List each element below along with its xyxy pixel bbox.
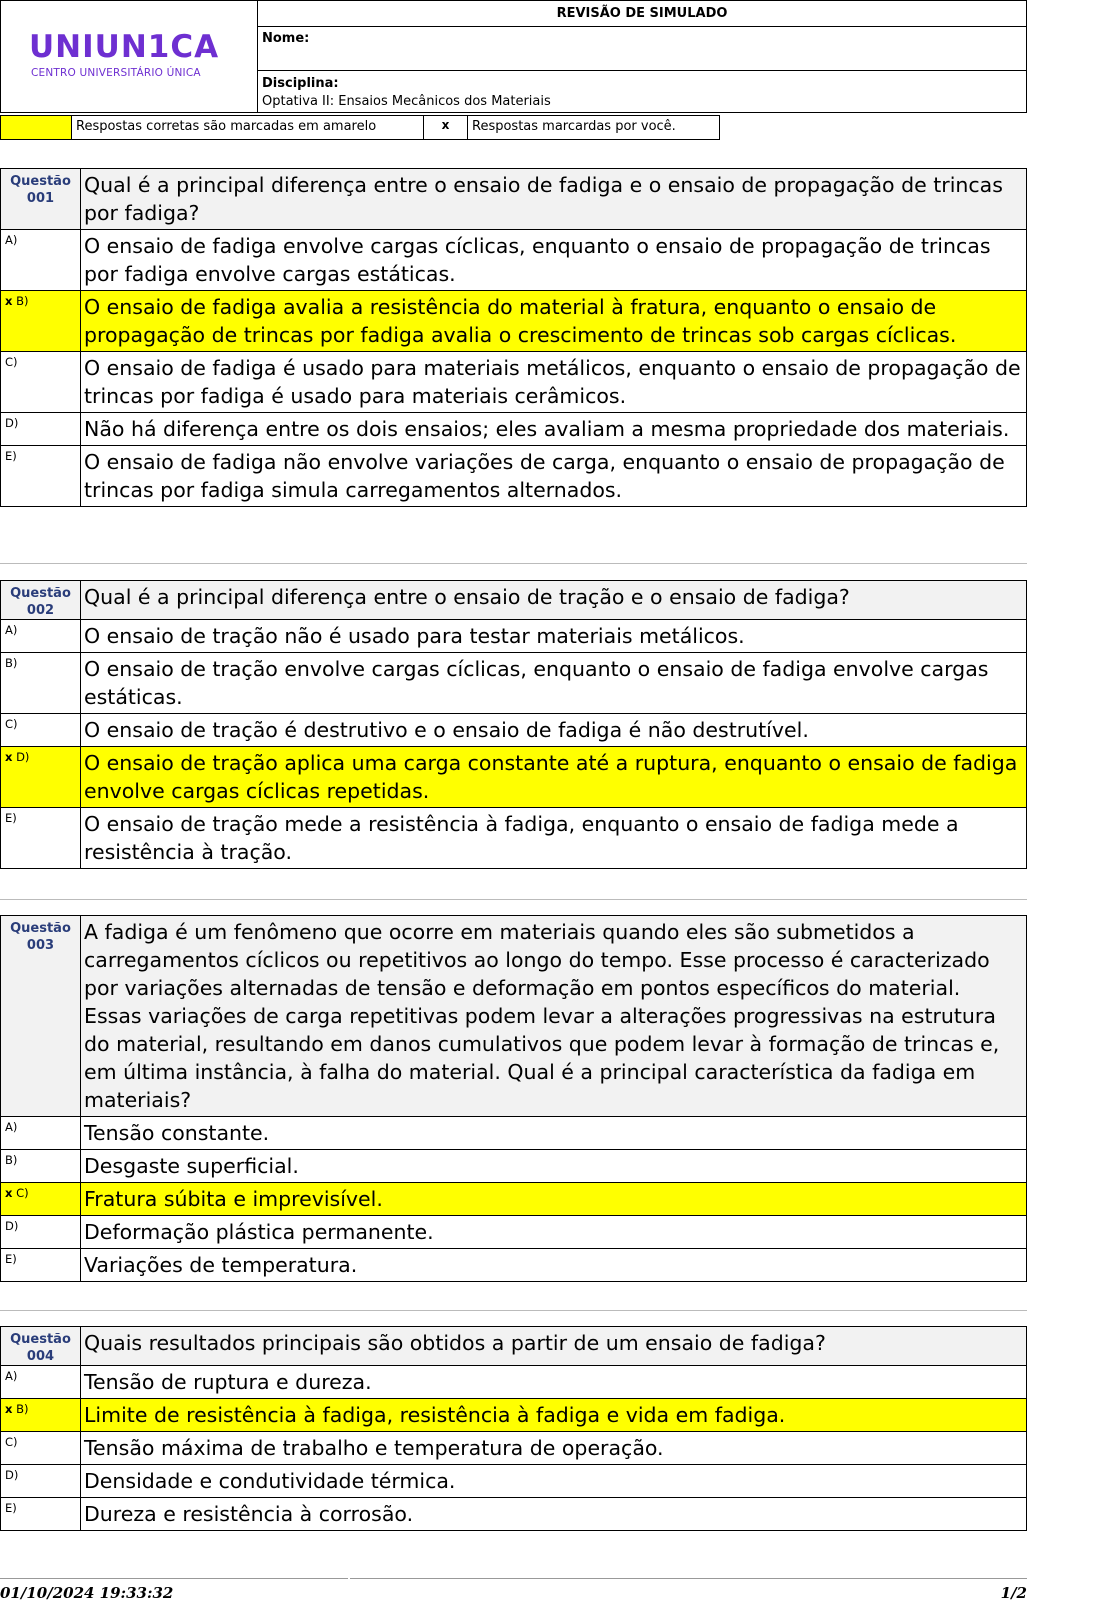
marked-indicator: x: [5, 294, 13, 308]
option-text: O ensaio de tração aplica uma carga constante até a ruptura, enquanto o ensaio de fadiga envolve cargas cíclicas repetidas.: [81, 747, 1027, 808]
option-letter: E): [5, 449, 17, 463]
option-c[interactable]: [1, 352, 1027, 413]
question-separator: [0, 899, 1027, 900]
question-text: Qual é a principal diferença entre o ensaio de fadiga e o ensaio de propagação de trincas por fadiga?: [81, 169, 1027, 230]
question-text: A fadiga é um fenômeno que ocorre em materiais quando eles são submetidos a carregamentos cíclicos ou repetitivos ao longo do tempo. Esse processo é caracterizado por variações alternadas de tensão e deformação em pontos específicos do material. Essas variações de carga repetitivas podem levar a alterações progressivas na estrutura do material, resultando em danos cumulativos que podem levar à formação de trincas e, em última instância, à falha do material. Qual é a principal característica da fadiga em materiais?: [81, 916, 1027, 1117]
option-b[interactable]: [1, 653, 1027, 714]
option-letter: B): [5, 1153, 18, 1167]
option-letter: B): [16, 294, 29, 308]
question-text: Quais resultados principais são obtidos a partir de um ensaio de fadiga?: [81, 1327, 1027, 1366]
option-letter: D): [5, 1468, 19, 1482]
option-text: Tensão de ruptura e dureza.: [81, 1366, 1027, 1399]
option-e[interactable]: [1, 1249, 1027, 1282]
disciplina-value: Optativa II: Ensaios Mecânicos dos Materiais: [262, 94, 551, 109]
option-letter: D): [5, 1219, 19, 1233]
question-number: Questão 002: [1, 581, 81, 620]
question-004: [0, 1326, 1027, 1531]
option-text: Variações de temperatura.: [81, 1249, 1027, 1282]
marked-indicator: x: [5, 1186, 13, 1200]
option-letter: E): [5, 811, 17, 825]
option-a[interactable]: [1, 230, 1027, 291]
option-letter: C): [5, 355, 18, 369]
question-003: [0, 915, 1027, 1282]
option-text: Limite de resistência à fadiga, resistência à fadiga e vida em fadiga.: [81, 1399, 1027, 1432]
question-header: [1, 1327, 1027, 1366]
question-separator: [0, 1310, 1027, 1311]
option-letter: A): [5, 1369, 18, 1383]
option-letter: A): [5, 623, 18, 637]
marked-indicator: x: [5, 750, 13, 764]
option-text: Tensão máxima de trabalho e temperatura de operação.: [81, 1432, 1027, 1465]
option-text: O ensaio de fadiga avalia a resistência do material à fratura, enquanto o ensaio de propagação de trincas por fadiga avalia o crescimento de trincas sob cargas cíclicas.: [81, 291, 1027, 352]
option-text: O ensaio de fadiga não envolve variações de carga, enquanto o ensaio de propagação de trincas por fadiga simula carregamentos alternados.: [81, 446, 1027, 507]
question-number: Questão 004: [1, 1327, 81, 1366]
question-header: [1, 916, 1027, 1117]
option-letter: E): [5, 1501, 17, 1515]
option-letter: B): [5, 656, 18, 670]
option-d[interactable]: [1, 1465, 1027, 1498]
legend-marked-text: Respostas marcardas por você.: [468, 115, 720, 140]
disciplina-label: Disciplina:: [262, 76, 339, 91]
logo-wordmark: UNIUN1CA: [29, 29, 220, 65]
option-d[interactable]: [1, 747, 1027, 808]
option-a[interactable]: [1, 1117, 1027, 1150]
page-title: REVISÃO DE SIMULADO: [258, 1, 1026, 27]
option-e[interactable]: [1, 808, 1027, 869]
nome-label: Nome:: [262, 31, 310, 46]
option-letter: A): [5, 1120, 18, 1134]
question-number: Questão 003: [1, 916, 81, 1117]
logo: [1, 1, 258, 112]
page-number: 1/2: [1000, 1584, 1027, 1602]
option-text: O ensaio de tração envolve cargas cíclicas, enquanto o ensaio de fadiga envolve cargas estáticas.: [81, 653, 1027, 714]
option-b[interactable]: [1, 291, 1027, 352]
option-c[interactable]: [1, 1432, 1027, 1465]
footer-rule: [0, 1578, 348, 1579]
option-letter: B): [16, 1402, 29, 1416]
option-letter: C): [16, 1186, 29, 1200]
option-text: Deformação plástica permanente.: [81, 1216, 1027, 1249]
option-d[interactable]: [1, 1216, 1027, 1249]
option-letter: C): [5, 1435, 18, 1449]
option-text: O ensaio de tração é destrutivo e o ensaio de fadiga é não destrutível.: [81, 714, 1027, 747]
document-header: [0, 0, 1027, 113]
option-text: O ensaio de tração não é usado para testar materiais metálicos.: [81, 620, 1027, 653]
nome-field: [258, 27, 1026, 71]
option-letter: D): [16, 750, 30, 764]
option-c[interactable]: [1, 1183, 1027, 1216]
marked-indicator: x: [5, 1402, 13, 1416]
question-header: [1, 581, 1027, 620]
question-header: [1, 169, 1027, 230]
option-text: Fratura súbita e imprevisível.: [81, 1183, 1027, 1216]
legend-marker: x: [424, 115, 468, 140]
option-e[interactable]: [1, 446, 1027, 507]
question-number: Questão 001: [1, 169, 81, 230]
option-text: Tensão constante.: [81, 1117, 1027, 1150]
option-text: Não há diferença entre os dois ensaios; eles avaliam a mesma propriedade dos materiais.: [81, 413, 1027, 446]
option-b[interactable]: [1, 1399, 1027, 1432]
option-text: O ensaio de fadiga envolve cargas cíclicas, enquanto o ensaio de propagação de trincas por fadiga envolve cargas estáticas.: [81, 230, 1027, 291]
question-separator: [0, 563, 1027, 564]
option-c[interactable]: [1, 714, 1027, 747]
legend-correct-swatch: [0, 115, 72, 140]
question-001: [0, 168, 1027, 507]
option-letter: C): [5, 717, 18, 731]
option-text: Dureza e resistência à corrosão.: [81, 1498, 1027, 1531]
logo-subtitle: CENTRO UNIVERSITÁRIO ÚNICA: [31, 67, 201, 79]
question-text: Qual é a principal diferença entre o ensaio de tração e o ensaio de fadiga?: [81, 581, 1027, 620]
option-a[interactable]: [1, 620, 1027, 653]
option-text: O ensaio de fadiga é usado para materiais metálicos, enquanto o ensaio de propagação de trincas por fadiga é usado para materiais cerâmicos.: [81, 352, 1027, 413]
option-text: Densidade e condutividade térmica.: [81, 1465, 1027, 1498]
option-text: O ensaio de tração mede a resistência à fadiga, enquanto o ensaio de fadiga mede a resistência à tração.: [81, 808, 1027, 869]
option-letter: E): [5, 1252, 17, 1266]
option-b[interactable]: [1, 1150, 1027, 1183]
legend-correct-text: Respostas corretas são marcadas em amarelo: [72, 115, 424, 140]
option-letter: A): [5, 233, 18, 247]
option-text: Desgaste superficial.: [81, 1150, 1027, 1183]
footer-datetime: 01/10/2024 19:33:32: [0, 1584, 174, 1602]
option-d[interactable]: [1, 413, 1027, 446]
option-a[interactable]: [1, 1366, 1027, 1399]
option-e[interactable]: [1, 1498, 1027, 1531]
footer-rule: [350, 1578, 1027, 1579]
option-letter: D): [5, 416, 19, 430]
question-002: [0, 580, 1027, 869]
